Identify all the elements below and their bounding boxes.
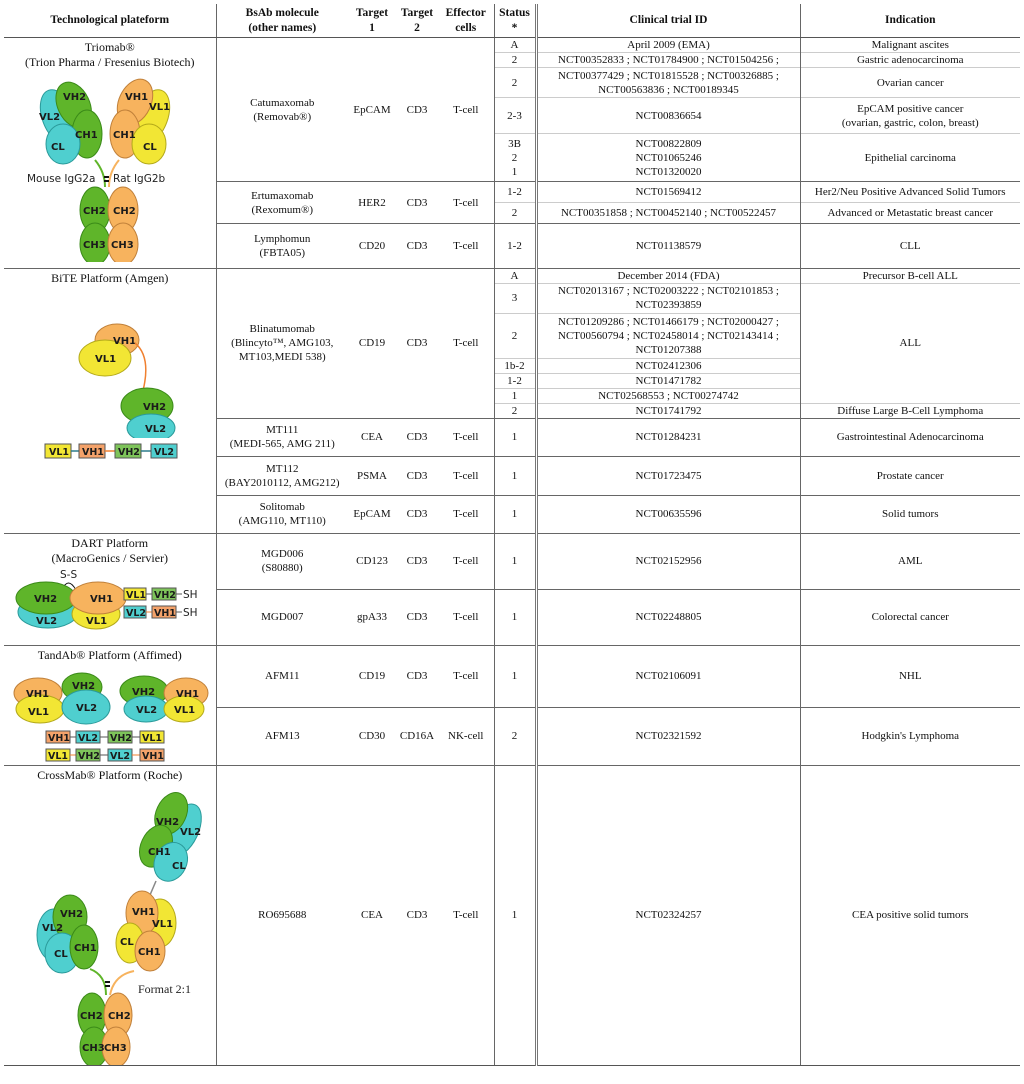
triomab-antibody-diagram	[25, 72, 195, 262]
molecule-mt111: MT111 (MEDI-565, AMG 211)	[216, 418, 348, 456]
svg-text:CH2: CH2	[107, 1010, 131, 1022]
header-trial-id: Clinical trial ID	[536, 4, 800, 38]
table-row	[4, 765, 1020, 1065]
molecule-mt112: MT112 (BAY2010112, AMG212)	[216, 456, 348, 495]
table-row	[4, 268, 1020, 283]
status: 1	[494, 388, 536, 403]
platform-dart	[4, 533, 216, 645]
trial-id: NCT00351858 ; NCT00452140 ; NCT00522457	[536, 203, 800, 224]
bite-chain-diagram	[25, 440, 195, 462]
dart-diagram	[6, 568, 216, 634]
status: 1	[494, 456, 536, 495]
trial-id: NCT01723475	[536, 456, 800, 495]
header-effector: Effector cells	[438, 4, 494, 38]
svg-text:VL2: VL2	[136, 704, 158, 716]
header-row	[4, 4, 1020, 38]
bite-diagram	[25, 288, 195, 438]
indication: EpCAM positive cancer (ovarian, gastric, colon, breast)	[800, 98, 1020, 134]
svg-text:VL2: VL2	[38, 112, 60, 123]
svg-text:VL2: VL2	[76, 702, 98, 714]
molecule-catumaxomab: Catumaxomab (Removab®)	[250, 96, 315, 123]
platform-company: (Trion Pharma / Fresenius Biotech)	[24, 55, 195, 69]
molecule-ertumaxomab: Ertumaxomab (Rexomum®)	[216, 182, 348, 224]
effector: T-cell	[438, 418, 494, 456]
status: 1	[494, 765, 536, 1065]
svg-text:VH2: VH2	[154, 589, 176, 601]
trial-id: NCT00352833 ; NCT01784900 ; NCT01504256 ;	[536, 53, 800, 68]
header-indication: Indication	[800, 4, 1020, 38]
indication: Ovarian cancer	[800, 68, 1020, 98]
platform-name: Triomab®	[84, 40, 135, 54]
svg-text:CH1: CH1	[147, 846, 171, 858]
status: 1	[494, 589, 536, 645]
platform-name: DART Platform	[71, 535, 149, 550]
indication: Epithelial carcinoma	[800, 134, 1020, 182]
status: 2	[494, 313, 536, 358]
platform-triomab	[4, 38, 216, 269]
svg-text:Format 2:1: Format 2:1	[137, 981, 191, 996]
svg-text:VH2: VH2	[59, 908, 83, 920]
svg-text:CH1: CH1	[112, 130, 136, 141]
svg-text:CH3: CH3	[81, 1042, 105, 1054]
status: 3	[494, 283, 536, 313]
target1: EpCAM	[348, 495, 396, 533]
svg-text:VL2: VL2	[36, 615, 58, 627]
header-target2: Target 2	[396, 4, 438, 38]
indication: Solid tumors	[800, 495, 1020, 533]
svg-text:CL: CL	[142, 142, 157, 153]
svg-text:S-S: S-S	[60, 568, 78, 581]
target2: CD3	[396, 589, 438, 645]
molecule-solitomab: Solitomab (AMG110, MT110)	[216, 495, 348, 533]
molecule-afm13: AFM13	[216, 707, 348, 765]
header-status: Status *	[494, 4, 536, 38]
indication: CEA positive solid tumors	[800, 765, 1020, 1065]
target1: CD30	[348, 707, 396, 765]
status: 1-2	[494, 373, 536, 388]
svg-text:VL2: VL2	[41, 922, 63, 934]
table-row	[4, 645, 1020, 707]
target2: CD3	[396, 182, 438, 224]
status: 1-2	[494, 224, 536, 268]
trial-id: NCT02152956	[536, 533, 800, 589]
indication: ALL	[800, 283, 1020, 403]
target2: CD3	[396, 765, 438, 1065]
target2: CD3	[396, 533, 438, 589]
trial-id: NCT02324257	[536, 765, 800, 1065]
platform-company: (MacroGenics / Servier)	[51, 550, 169, 565]
svg-text:VH1: VH1	[131, 906, 155, 918]
trial-id: NCT00377429 ; NCT01815528 ; NCT00326885 ; NCT00563836 ; NCT00189345	[536, 68, 800, 98]
status: 1-2	[494, 182, 536, 203]
svg-text:VH2: VH2	[110, 732, 132, 744]
svg-text:VH1: VH1	[124, 92, 148, 103]
header-molecule: BsAb molecule (other names)	[216, 4, 348, 38]
tandab-diagram	[6, 665, 216, 765]
indication: Precursor B-cell ALL	[800, 268, 1020, 283]
target2: CD3	[406, 103, 428, 116]
svg-text:VH1: VH1	[112, 335, 136, 347]
target1: CD20	[348, 224, 396, 268]
trial-id: NCT02412306	[536, 358, 800, 373]
trial-id: April 2009 (EMA)	[536, 38, 800, 53]
status: 2-3	[494, 98, 536, 134]
svg-text:VL2: VL2	[144, 423, 166, 435]
svg-text:VH2: VH2	[72, 680, 96, 692]
indication: Malignant ascites	[871, 39, 949, 51]
target1: CD19	[348, 645, 396, 707]
indication: Gastric adenocarcinoma	[800, 53, 1020, 68]
status: 3B 2 1	[494, 134, 536, 182]
status: 1	[494, 645, 536, 707]
trial-id: NCT01209286 ; NCT01466179 ; NCT02000427 ; NCT00560794 ; NCT02458014 ; NCT02143414 ; NCT01207388	[536, 313, 800, 358]
status: 2	[494, 707, 536, 765]
status: 2	[494, 403, 536, 418]
molecule-mgd006: MGD006 (S80880)	[216, 533, 348, 589]
bsab-clinical-table	[4, 4, 1020, 1066]
trial-id: NCT02321592	[536, 707, 800, 765]
svg-text:CH3: CH3	[103, 1042, 127, 1054]
svg-text:VH1: VH1	[90, 593, 114, 605]
svg-text:VH2: VH2	[142, 401, 166, 413]
trial-id: December 2014 (FDA)	[536, 268, 800, 283]
target1: CD19	[348, 268, 396, 418]
platform-name: CrossMab® Platform (Roche)	[37, 767, 183, 782]
trial-id: NCT01138579	[536, 224, 800, 268]
effector: T-cell	[438, 224, 494, 268]
svg-text:VH2: VH2	[34, 593, 58, 605]
svg-text:CH2: CH2	[79, 1010, 103, 1022]
trial-id: NCT00822809 NCT01065246 NCT01320020	[536, 134, 800, 182]
svg-text:VL2: VL2	[126, 607, 147, 619]
svg-text:VH2: VH2	[132, 686, 156, 698]
effector: T-cell	[438, 268, 494, 418]
svg-text:CL: CL	[53, 948, 68, 960]
target1: gpA33	[348, 589, 396, 645]
target2: CD3	[396, 495, 438, 533]
status: 1	[494, 495, 536, 533]
status: 2	[494, 68, 536, 98]
platform-tandab	[4, 645, 216, 765]
indication: Hodgkin's Lymphoma	[800, 707, 1020, 765]
platform-crossmab	[4, 765, 216, 1065]
molecule-ro695688: RO695688	[216, 765, 348, 1065]
svg-text:CH2: CH2	[112, 206, 136, 217]
svg-text:VL1: VL1	[48, 750, 69, 762]
trial-id: NCT00635596	[536, 495, 800, 533]
svg-text:CH3: CH3	[110, 240, 134, 251]
svg-text:VL2: VL2	[153, 446, 174, 458]
svg-text:VL1: VL1	[48, 446, 69, 458]
svg-text:VH1: VH1	[176, 688, 200, 700]
indication: Prostate cancer	[800, 456, 1020, 495]
status: 1	[494, 418, 536, 456]
svg-text:SH: SH	[183, 588, 198, 601]
indication: Her2/Neu Positive Advanced Solid Tumors	[800, 182, 1020, 203]
platform-name: TandAb® Platform (Affimed)	[37, 647, 182, 662]
effector: T-cell	[438, 182, 494, 224]
svg-text:VL1: VL1	[148, 102, 170, 113]
svg-text:CH1: CH1	[73, 942, 97, 954]
svg-text:VL1: VL1	[151, 918, 173, 930]
svg-text:VH1: VH1	[81, 446, 104, 458]
svg-text:CH3: CH3	[82, 240, 106, 251]
trial-id: NCT02248805	[536, 589, 800, 645]
svg-text:VL1: VL1	[28, 706, 50, 718]
table-row	[4, 38, 1020, 53]
platform-name: BiTE Platform (Amgen)	[51, 270, 169, 285]
target1: CD123	[348, 533, 396, 589]
molecule-afm11: AFM11	[216, 645, 348, 707]
svg-text:CL: CL	[119, 936, 134, 948]
svg-text:CL: CL	[171, 860, 186, 872]
status: A	[494, 268, 536, 283]
molecule-lymphomun: Lymphomun (FBTA05)	[216, 224, 348, 268]
status: 2	[494, 53, 536, 68]
trial-id: NCT02013167 ; NCT02003222 ; NCT02101853 ; NCT02393859	[536, 283, 800, 313]
trial-id: NCT01284231	[536, 418, 800, 456]
svg-text:VL1: VL1	[86, 615, 108, 627]
effector: T-cell	[438, 533, 494, 589]
target1: EpCAM	[353, 103, 391, 116]
indication: AML	[800, 533, 1020, 589]
indication: CLL	[800, 224, 1020, 268]
svg-text:CH1: CH1	[137, 946, 161, 958]
target2: CD3	[396, 268, 438, 418]
svg-text:VL1: VL1	[94, 353, 116, 365]
svg-text:CH1: CH1	[74, 130, 98, 141]
target2: CD3	[396, 418, 438, 456]
trial-id: NCT01569412	[536, 182, 800, 203]
crossmab-diagram	[10, 785, 210, 1065]
effector: T-cell	[438, 645, 494, 707]
trial-id: NCT01741792	[536, 403, 800, 418]
target1: PSMA	[348, 456, 396, 495]
header-platform: Technological plateform	[4, 4, 216, 38]
status: 1b-2	[494, 358, 536, 373]
effector: T-cell	[438, 456, 494, 495]
target2: CD3	[396, 224, 438, 268]
status: 2	[494, 203, 536, 224]
trial-id: NCT02106091	[536, 645, 800, 707]
svg-text:Mouse IgG2a: Mouse IgG2a	[26, 173, 96, 185]
svg-text:VH2: VH2	[78, 750, 100, 762]
svg-text:VH2: VH2	[155, 816, 179, 828]
platform-bite	[4, 268, 216, 533]
svg-text:VL1: VL1	[126, 589, 147, 601]
svg-text:VH2: VH2	[117, 446, 140, 458]
trial-id: NCT01471782	[536, 373, 800, 388]
target1: CEA	[348, 765, 396, 1065]
indication: Colorectal cancer	[800, 589, 1020, 645]
svg-text:SH: SH	[183, 606, 198, 619]
target2: CD3	[396, 456, 438, 495]
target2: CD3	[396, 645, 438, 707]
status: A	[494, 38, 536, 53]
svg-text:VH1: VH1	[26, 688, 50, 700]
header-target1: Target 1	[348, 4, 396, 38]
trial-id: NCT02568553 ; NCT00274742	[536, 388, 800, 403]
svg-text:VH2: VH2	[62, 92, 86, 103]
svg-text:VL2: VL2	[179, 826, 201, 838]
indication: NHL	[800, 645, 1020, 707]
target1: HER2	[348, 182, 396, 224]
trial-id: NCT00836654	[536, 98, 800, 134]
target2: CD16A	[396, 707, 438, 765]
molecule-mgd007: MGD007	[216, 589, 348, 645]
effector: T-cell	[438, 495, 494, 533]
effector: T-cell	[438, 589, 494, 645]
svg-text:VH1: VH1	[142, 750, 164, 762]
svg-text:VL1: VL1	[142, 732, 163, 744]
effector: NK-cell	[438, 707, 494, 765]
effector: T-cell	[438, 38, 494, 182]
target1: CEA	[348, 418, 396, 456]
svg-text:VL2: VL2	[78, 732, 99, 744]
status: 1	[494, 533, 536, 589]
svg-text:Rat IgG2b: Rat IgG2b	[112, 173, 165, 185]
table-row	[4, 533, 1020, 589]
svg-text:VL1: VL1	[174, 704, 196, 716]
effector: T-cell	[438, 765, 494, 1065]
indication: Advanced or Metastatic breast cancer	[800, 203, 1020, 224]
indication: Gastrointestinal Adenocarcinoma	[800, 418, 1020, 456]
svg-text:VH1: VH1	[48, 732, 70, 744]
indication: Diffuse Large B-Cell Lymphoma	[800, 403, 1020, 418]
molecule-blinatumomab: Blinatumomab (Blincyto™, AMG103, MT103,MEDI 538)	[216, 268, 348, 418]
svg-text:VL2: VL2	[110, 750, 131, 762]
svg-text:VH1: VH1	[154, 607, 176, 619]
svg-text:CH2: CH2	[82, 206, 106, 217]
svg-text:CL: CL	[50, 142, 65, 153]
